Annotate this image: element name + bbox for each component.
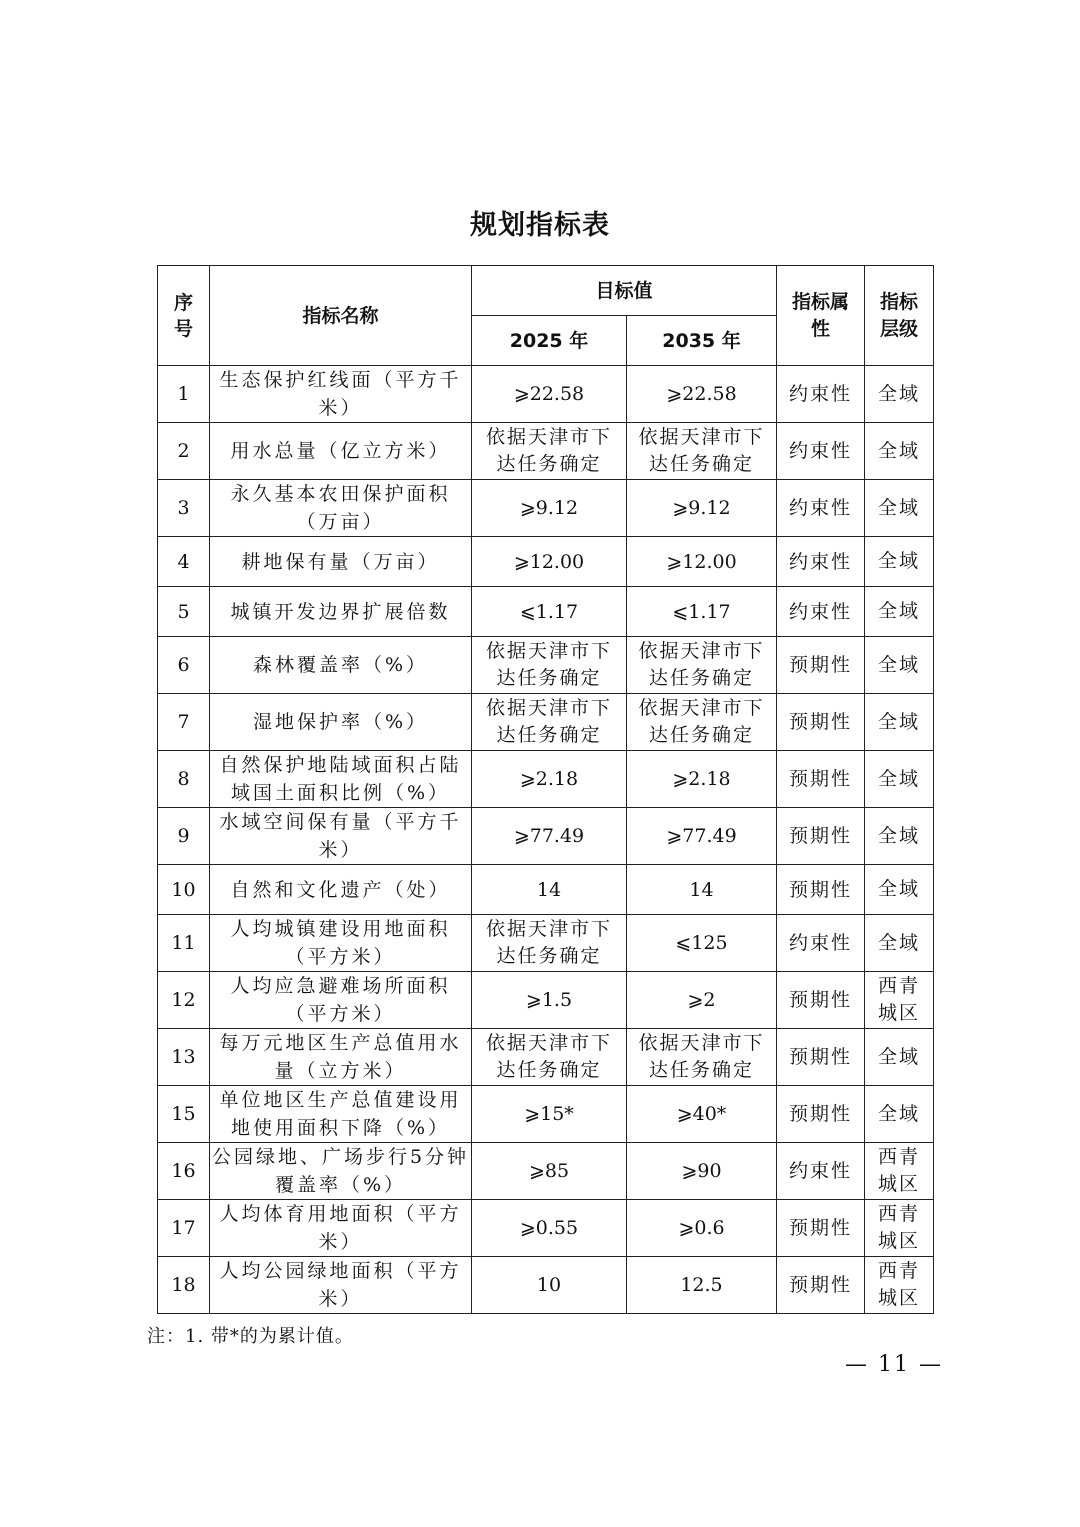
row-value-2025: 14 xyxy=(472,865,627,915)
row-value-2035: 12.5 xyxy=(627,1257,777,1314)
table-body xyxy=(158,366,934,1314)
row-attribute: 约束性 xyxy=(777,366,865,423)
row-level: 全域 xyxy=(865,423,934,480)
row-seq: 16 xyxy=(158,1143,210,1200)
row-value-2025: ⩾22.58 xyxy=(472,366,627,423)
row-value-2035: ⩾90 xyxy=(627,1143,777,1200)
row-value-2025: 依据天津市下达任务确定 xyxy=(472,1029,627,1086)
row-value-2025: ⩾15* xyxy=(472,1086,627,1143)
row-value-2025: ⩾0.55 xyxy=(472,1200,627,1257)
row-name: 耕地保有量（万亩） xyxy=(210,537,472,587)
row-name: 每万元地区生产总值用水量（立方米） xyxy=(210,1029,472,1086)
table-row xyxy=(158,480,934,537)
row-level: 全域 xyxy=(865,480,934,537)
row-value-2025: ⩾1.5 xyxy=(472,972,627,1029)
row-value-2035: 14 xyxy=(627,865,777,915)
row-attribute: 预期性 xyxy=(777,751,865,808)
row-seq: 13 xyxy=(158,1029,210,1086)
row-seq: 7 xyxy=(158,694,210,751)
row-attribute: 约束性 xyxy=(777,1143,865,1200)
row-name: 永久基本农田保护面积（万亩） xyxy=(210,480,472,537)
row-level: 全域 xyxy=(865,694,934,751)
row-seq: 6 xyxy=(158,637,210,694)
row-level: 全域 xyxy=(865,808,934,865)
row-value-2035: ⩽125 xyxy=(627,915,777,972)
row-seq: 8 xyxy=(158,751,210,808)
table-row xyxy=(158,366,934,423)
row-attribute: 约束性 xyxy=(777,480,865,537)
row-level: 全域 xyxy=(865,587,934,637)
row-seq: 4 xyxy=(158,537,210,587)
row-name: 自然和文化遗产（处） xyxy=(210,865,472,915)
row-value-2035: ⩾0.6 xyxy=(627,1200,777,1257)
table-row xyxy=(158,865,934,915)
row-value-2025: ⩾77.49 xyxy=(472,808,627,865)
header-target: 目标值 xyxy=(472,266,777,316)
row-value-2025: ⩾2.18 xyxy=(472,751,627,808)
row-seq: 12 xyxy=(158,972,210,1029)
row-name: 湿地保护率（%） xyxy=(210,694,472,751)
row-seq: 2 xyxy=(158,423,210,480)
row-level: 西青城区 xyxy=(865,972,934,1029)
row-name: 生态保护红线面（平方千米） xyxy=(210,366,472,423)
row-name: 单位地区生产总值建设用地使用面积下降（%） xyxy=(210,1086,472,1143)
page-number: — 11 — xyxy=(845,1352,943,1377)
row-attribute: 预期性 xyxy=(777,1200,865,1257)
indicator-table xyxy=(157,265,934,1314)
row-name: 水域空间保有量（平方千米） xyxy=(210,808,472,865)
row-seq: 10 xyxy=(158,865,210,915)
row-name: 人均应急避难场所面积（平方米） xyxy=(210,972,472,1029)
row-attribute: 预期性 xyxy=(777,1086,865,1143)
row-seq: 17 xyxy=(158,1200,210,1257)
row-attribute: 约束性 xyxy=(777,423,865,480)
row-value-2035: ⩽1.17 xyxy=(627,587,777,637)
row-seq: 15 xyxy=(158,1086,210,1143)
row-value-2035: ⩾9.12 xyxy=(627,480,777,537)
row-value-2025: 依据天津市下达任务确定 xyxy=(472,423,627,480)
row-name: 人均公园绿地面积（平方米） xyxy=(210,1257,472,1314)
row-seq: 9 xyxy=(158,808,210,865)
table-row xyxy=(158,1086,934,1143)
table-row xyxy=(158,972,934,1029)
row-seq: 1 xyxy=(158,366,210,423)
header-level: 指标层级 xyxy=(865,266,934,366)
row-value-2025: 依据天津市下达任务确定 xyxy=(472,637,627,694)
table-row xyxy=(158,587,934,637)
row-value-2035: 依据天津市下达任务确定 xyxy=(627,1029,777,1086)
row-name: 公园绿地、广场步行5分钟覆盖率（%） xyxy=(210,1143,472,1200)
row-level: 全域 xyxy=(865,537,934,587)
table-row xyxy=(158,751,934,808)
row-attribute: 预期性 xyxy=(777,865,865,915)
row-value-2025: 10 xyxy=(472,1257,627,1314)
row-attribute: 约束性 xyxy=(777,587,865,637)
row-value-2035: ⩾22.58 xyxy=(627,366,777,423)
row-level: 西青城区 xyxy=(865,1143,934,1200)
row-attribute: 预期性 xyxy=(777,1257,865,1314)
row-value-2025: 依据天津市下达任务确定 xyxy=(472,915,627,972)
row-name: 森林覆盖率（%） xyxy=(210,637,472,694)
row-level: 全域 xyxy=(865,1086,934,1143)
row-level: 西青城区 xyxy=(865,1257,934,1314)
row-value-2035: ⩾12.00 xyxy=(627,537,777,587)
row-attribute: 约束性 xyxy=(777,915,865,972)
header-2035: 2035 年 xyxy=(627,316,777,366)
row-name: 用水总量（亿立方米） xyxy=(210,423,472,480)
row-name: 人均体育用地面积（平方米） xyxy=(210,1200,472,1257)
row-seq: 5 xyxy=(158,587,210,637)
row-value-2035: 依据天津市下达任务确定 xyxy=(627,637,777,694)
header-2025: 2025 年 xyxy=(472,316,627,366)
row-attribute: 预期性 xyxy=(777,972,865,1029)
row-value-2025: ⩽1.17 xyxy=(472,587,627,637)
row-attribute: 预期性 xyxy=(777,694,865,751)
table-row xyxy=(158,1257,934,1314)
row-name: 人均城镇建设用地面积（平方米） xyxy=(210,915,472,972)
row-attribute: 预期性 xyxy=(777,637,865,694)
row-seq: 3 xyxy=(158,480,210,537)
table-row xyxy=(158,1143,934,1200)
row-level: 全域 xyxy=(865,1029,934,1086)
row-value-2035: ⩾2.18 xyxy=(627,751,777,808)
row-value-2035: ⩾77.49 xyxy=(627,808,777,865)
row-level: 西青城区 xyxy=(865,1200,934,1257)
row-level: 全域 xyxy=(865,366,934,423)
table-row xyxy=(158,1200,934,1257)
table-note: 注：1. 带*的为累计值。 xyxy=(147,1326,354,1347)
row-attribute: 预期性 xyxy=(777,1029,865,1086)
table-row xyxy=(158,808,934,865)
table-row xyxy=(158,1029,934,1086)
table-row xyxy=(158,915,934,972)
row-value-2025: ⩾9.12 xyxy=(472,480,627,537)
table-row xyxy=(158,537,934,587)
row-value-2035: ⩾40* xyxy=(627,1086,777,1143)
row-level: 全域 xyxy=(865,637,934,694)
row-attribute: 约束性 xyxy=(777,537,865,587)
row-seq: 18 xyxy=(158,1257,210,1314)
header-seq: 序号 xyxy=(158,266,210,366)
table-row xyxy=(158,694,934,751)
row-value-2035: 依据天津市下达任务确定 xyxy=(627,423,777,480)
header-attr: 指标属性 xyxy=(777,266,865,366)
row-value-2025: ⩾85 xyxy=(472,1143,627,1200)
header-name: 指标名称 xyxy=(210,266,472,366)
row-level: 全域 xyxy=(865,915,934,972)
page-title: 规划指标表 xyxy=(470,210,610,241)
table-row xyxy=(158,423,934,480)
row-value-2025: ⩾12.00 xyxy=(472,537,627,587)
row-name: 自然保护地陆域面积占陆域国土面积比例（%） xyxy=(210,751,472,808)
row-value-2035: 依据天津市下达任务确定 xyxy=(627,694,777,751)
row-value-2025: 依据天津市下达任务确定 xyxy=(472,694,627,751)
table-row xyxy=(158,637,934,694)
row-value-2035: ⩾2 xyxy=(627,972,777,1029)
row-attribute: 预期性 xyxy=(777,808,865,865)
row-level: 全域 xyxy=(865,865,934,915)
row-level: 全域 xyxy=(865,751,934,808)
row-name: 城镇开发边界扩展倍数 xyxy=(210,587,472,637)
row-seq: 11 xyxy=(158,915,210,972)
